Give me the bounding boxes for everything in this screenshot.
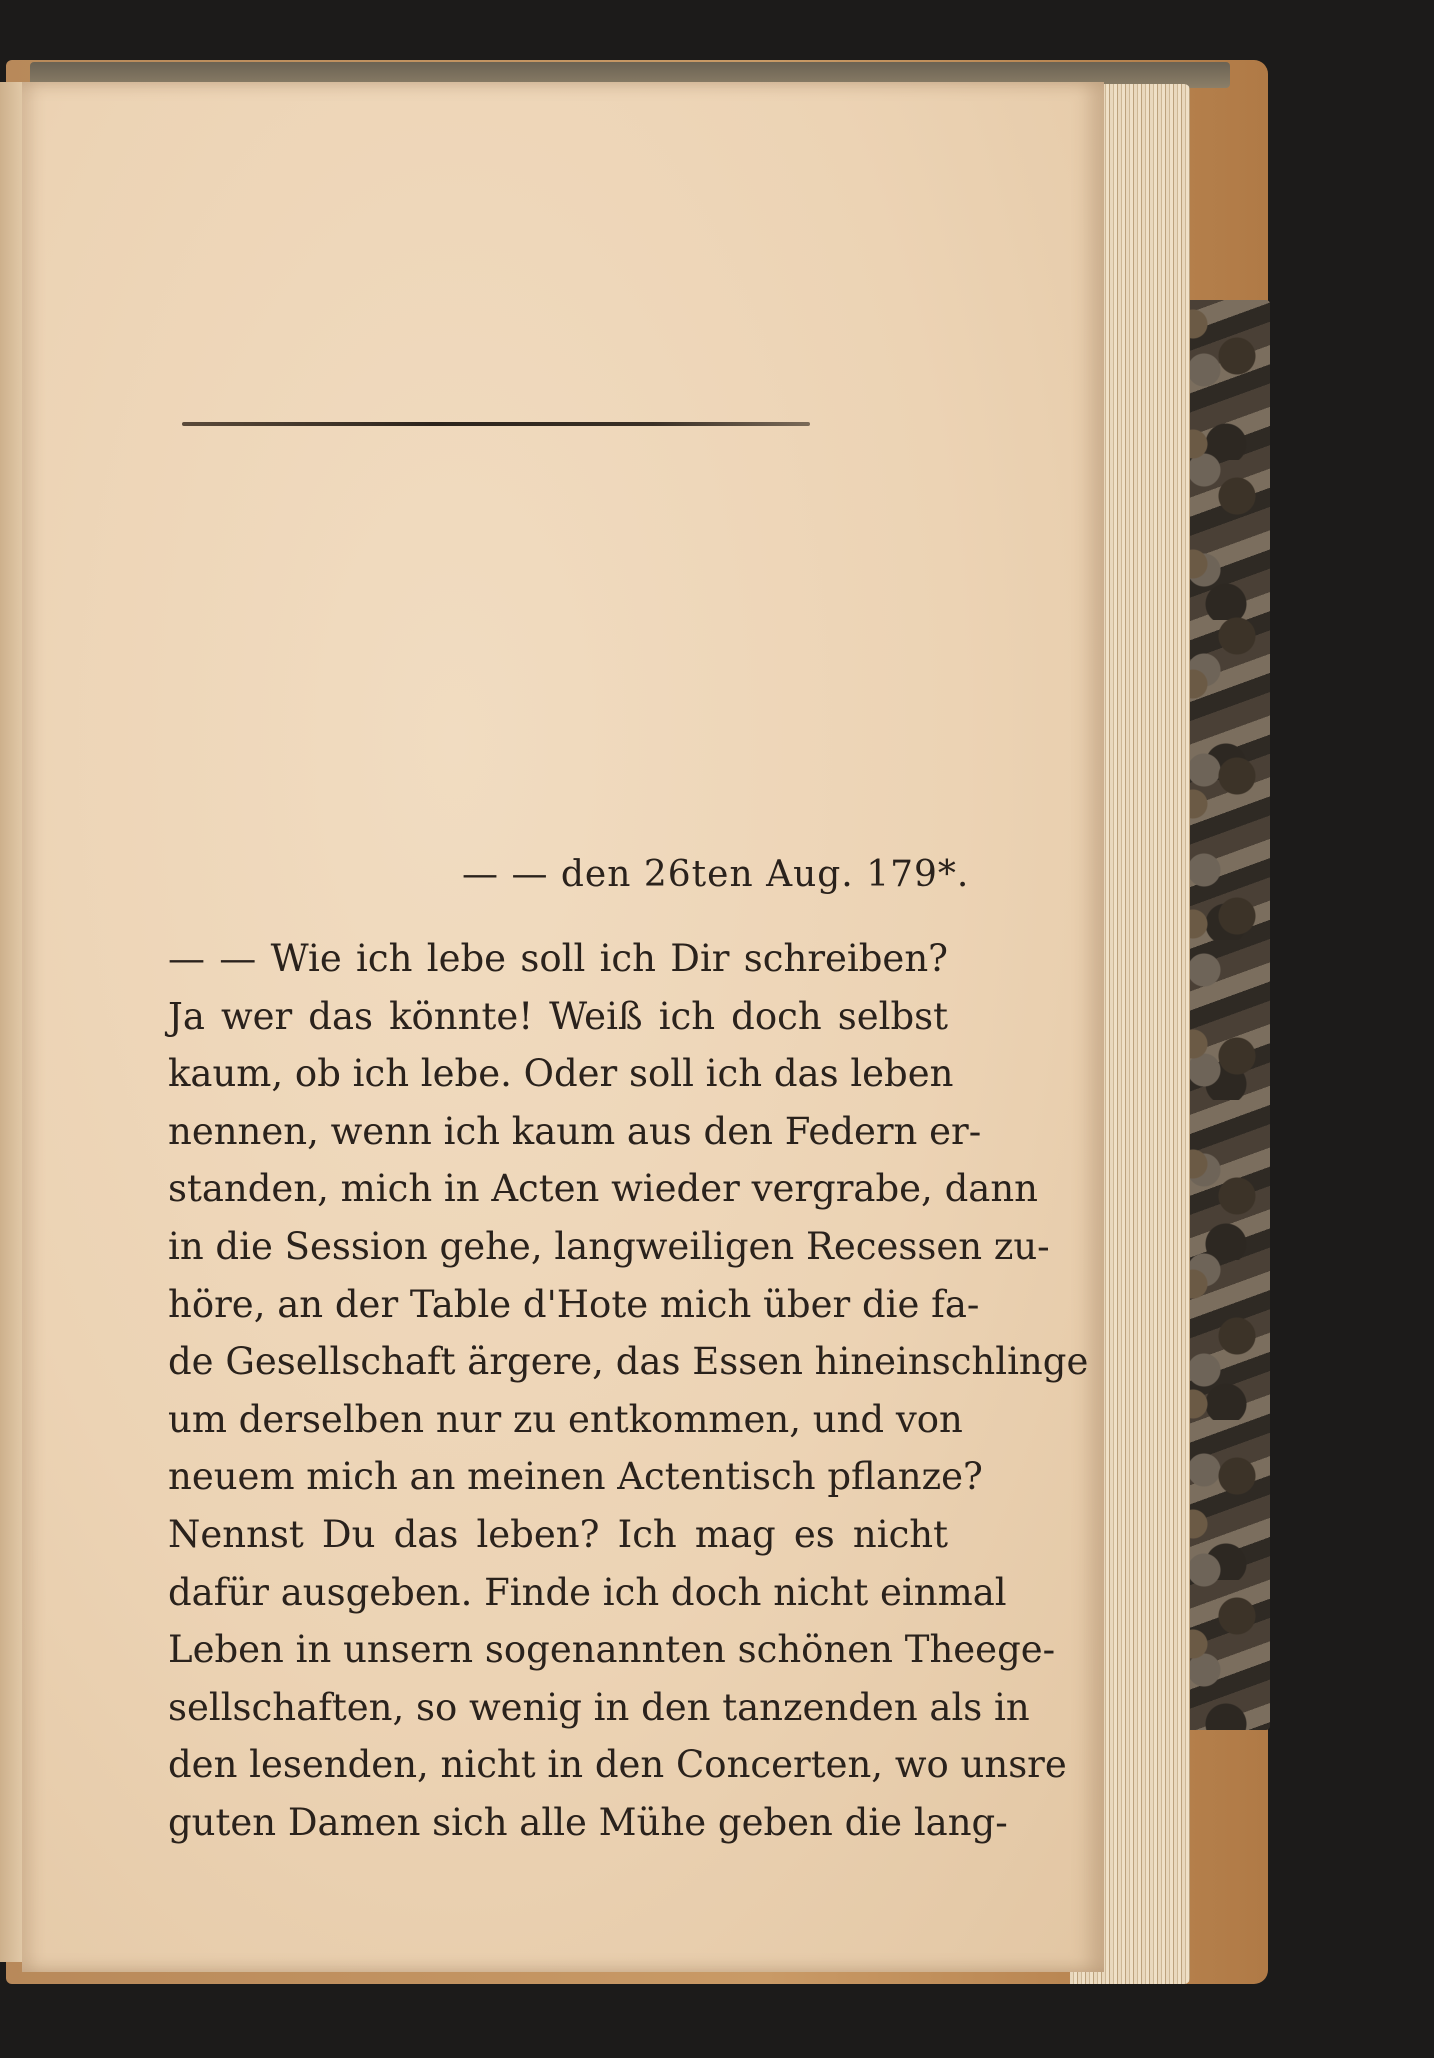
letter-body xyxy=(168,930,1089,1852)
text-line: Nennst Du das leben? Ich mag es nicht xyxy=(168,1512,948,1556)
text-line: Leben in unsern sogenannten schönen Theege- xyxy=(168,1628,1056,1672)
text-line: — — Wie ich lebe soll ich Dir schreiben? xyxy=(168,937,948,980)
text-line: den lesenden, nicht in den Concerten, wo unsre xyxy=(168,1743,1067,1787)
chapter-rule xyxy=(182,422,810,426)
text-line: guten Damen sich alle Mühe geben die lang- xyxy=(168,1800,1008,1844)
book-page xyxy=(22,82,1104,1972)
text-line: Ja wer das könnte! Weiß ich doch selbst xyxy=(168,994,948,1038)
text-line: neuem mich an meinen Actentisch pflanze? xyxy=(168,1455,983,1499)
text-line: nennen, wenn ich kaum aus den Federn er- xyxy=(168,1109,982,1153)
text-line: kaum, ob ich lebe. Oder soll ich das leben xyxy=(168,1052,954,1096)
text-line: um derselben nur zu entkommen, und von xyxy=(168,1397,963,1441)
text-line: dafür ausgeben. Finde ich doch nicht einmal xyxy=(168,1570,1007,1614)
letter-dateline: — — den 26ten Aug. 179*. xyxy=(462,854,970,895)
text-line: standen, mich in Acten wieder vergrabe, dann xyxy=(168,1167,1038,1211)
text-line: in die Session gehe, langweiligen Recessen zu- xyxy=(168,1224,1050,1268)
text-line: sellschaften, so wenig in den tanzenden als in xyxy=(168,1685,1030,1729)
text-line: de Gesellschaft ärgere, das Essen hineinschlinge xyxy=(168,1340,1089,1384)
text-line: höre, an der Table d'Hote mich über die fa- xyxy=(168,1282,980,1326)
